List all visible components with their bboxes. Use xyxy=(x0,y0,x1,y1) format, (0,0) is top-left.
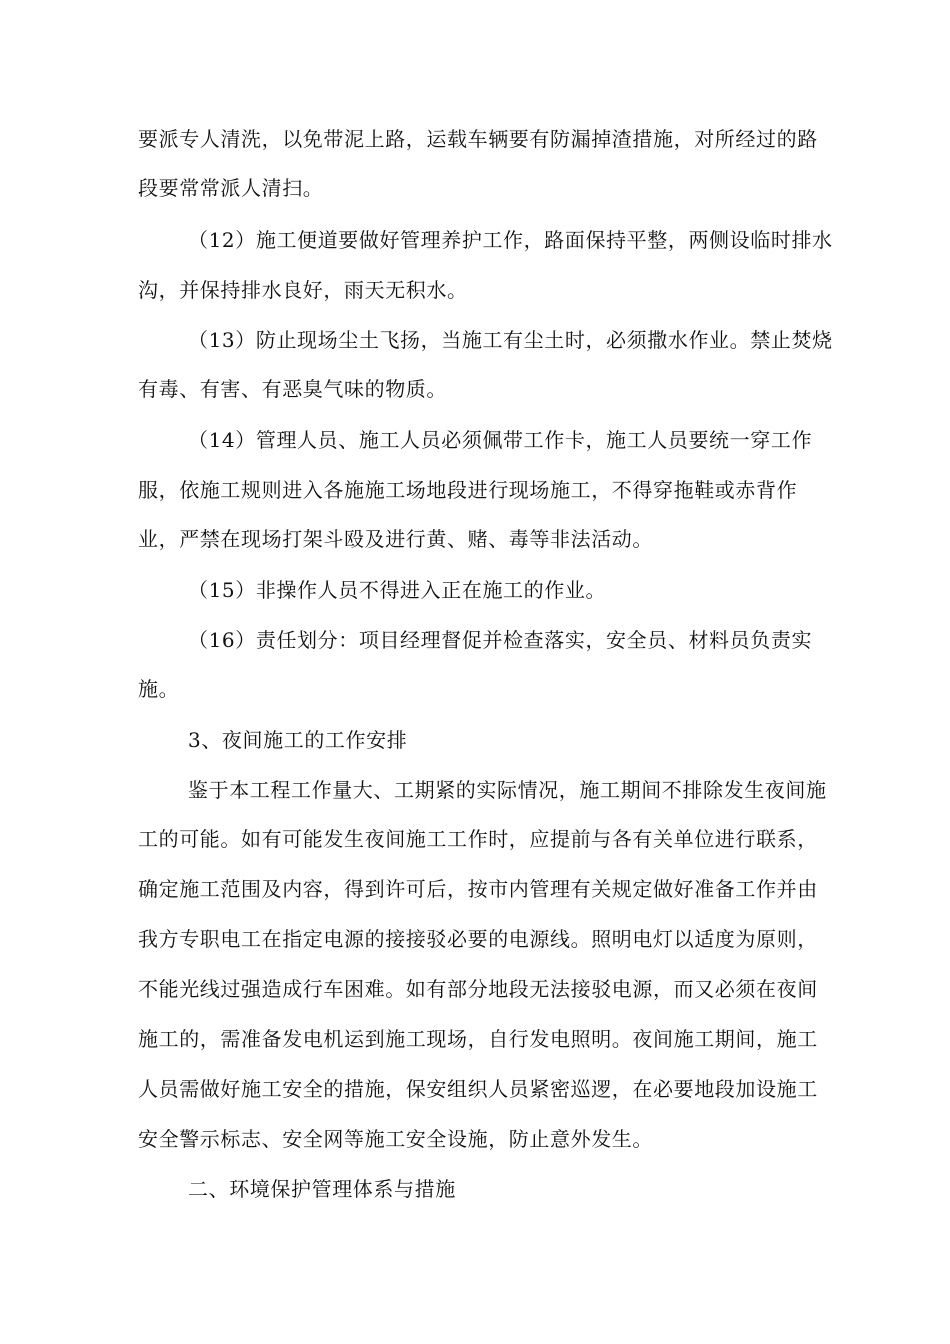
paragraph-line-4: 我方专职电工在指定电源的接接驳必要的电源线。照明电灯以适度为原则， xyxy=(138,927,818,951)
paragraph-line-3: 确定施工范围及内容，得到许可后，按市内管理有关规定做好准备工作并由 xyxy=(138,877,818,901)
section-heading-3: 3、夜间施工的工作安排 xyxy=(188,728,408,752)
paragraph-line-8: 安全警示标志、安全网等施工安全设施，防止意外发生。 xyxy=(138,1127,653,1151)
item-14-line-2: 服，依施工规则进入各施施工场地段进行现场施工，不得穿拖鞋或赤背作 xyxy=(138,478,798,502)
text-line-1: 要派专人清洗，以免带泥上路，运载车辆要有防漏掉渣措施，对所经过的路 xyxy=(138,127,818,151)
item-13-line-1: （13）防止现场尘土飞扬，当施工有尘土时，必须撒水作业。禁止焚烧 xyxy=(188,328,833,352)
paragraph-line-1: 鉴于本工程工作量大、工期紧的实际情况，施工期间不排除发生夜间施 xyxy=(188,778,827,802)
item-13-line-2: 有毒、有害、有恶臭气味的物质。 xyxy=(138,377,447,401)
item-15-line-1: （15）非操作人员不得进入正在施工的作业。 xyxy=(188,578,607,602)
paragraph-line-7: 人员需做好施工安全的措施，保安组织人员紧密巡逻，在必要地段加设施工 xyxy=(138,1077,818,1101)
item-16-line-1: （16）责任划分：项目经理督促并检查落实，安全员、材料员负责实 xyxy=(188,628,813,652)
section-heading-2: 二、环境保护管理体系与措施 xyxy=(188,1177,456,1201)
item-12-line-2: 沟，并保持排水良好，雨天无积水。 xyxy=(138,278,468,302)
paragraph-line-6: 施工的，需准备发电机运到施工现场，自行发电照明。夜间施工期间，施工 xyxy=(138,1027,818,1051)
item-16-line-2: 施。 xyxy=(138,677,180,701)
item-14-line-3: 业，严禁在现场打架斗殴及进行黄、赌、毒等非法活动。 xyxy=(138,527,653,551)
item-12-line-1: （12）施工便道要做好管理养护工作，路面保持平整，两侧设临时排水 xyxy=(188,228,833,252)
item-14-line-1: （14）管理人员、施工人员必须佩带工作卡，施工人员要统一穿工作 xyxy=(188,428,813,452)
text-line-2: 段要常常派人清扫。 xyxy=(138,176,324,200)
paragraph-line-5: 不能光线过强造成行车困难。如有部分地段无法接驳电源，而又必须在夜间 xyxy=(138,977,818,1001)
paragraph-line-2: 工的可能。如有可能发生夜间施工工作时，应提前与各有关单位进行联系， xyxy=(138,827,818,851)
